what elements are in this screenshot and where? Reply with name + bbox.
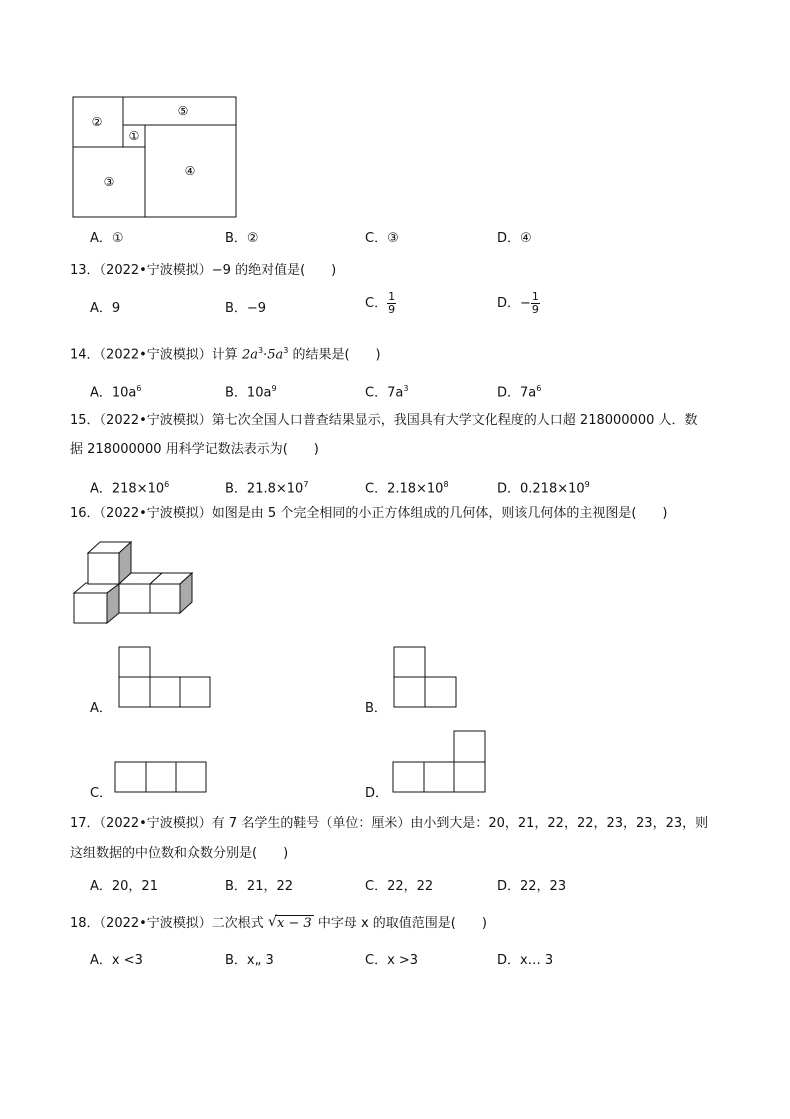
cube-solid-figure <box>70 540 195 625</box>
q12-option-a: A．① <box>90 231 124 246</box>
q16-text: 16．（2022•宁波模拟）如图是由 5 个完全相同的小正方体组成的几何体，则该几何体的主视图是( ) <box>70 506 668 521</box>
region-2-label: ② <box>91 115 103 129</box>
q13-option-d <box>497 291 540 316</box>
q13-option-c-fraction: $\frac{1}{9}$ <box>388 290 396 316</box>
q14-option-d: D．$7a^6$ <box>497 384 542 401</box>
q15-text-line1: 15．（2022•宁波模拟）第七次全国人口普查结果显示，我国具有大学文化程度的人口超 218000000 人．数 <box>70 413 698 428</box>
q12-option-d: D．④ <box>497 231 532 246</box>
q18-option-d: D．x… 3 <box>497 953 554 968</box>
q17-text-line1: 17．（2022•宁波模拟）有 7 名学生的鞋号（单位：厘米）由小到大是：20，21，22，22，23，23，23，则 <box>70 816 709 831</box>
q13-option-c-prefix: C． <box>365 296 388 311</box>
region-1-label: ① <box>128 129 140 143</box>
q14-option-c: C．$7a^3$ <box>365 384 409 401</box>
q16-option-d-figure <box>392 730 488 794</box>
q18-text: 18．（2022•宁波模拟）二次根式 √ x − 3 中字母 x 的取值范围是( ) <box>70 914 487 931</box>
region-3-label: ③ <box>103 175 115 189</box>
q16-option-d-label: D． <box>365 786 389 801</box>
q17-option-c: C．22，22 <box>365 879 434 894</box>
q13-option-b: B．−9 <box>225 301 267 316</box>
q18-option-b: B．x„ 3 <box>225 953 274 968</box>
q13-text: 13．（2022•宁波模拟）−9 的绝对值是( ) <box>70 263 337 278</box>
q17-option-a: A．20，21 <box>90 879 158 894</box>
q16-option-c-label: C． <box>90 786 113 801</box>
q14-option-a: A．$10a^6$ <box>90 384 142 401</box>
q15-option-c: C．$2.18\times 10^8$ <box>365 480 449 497</box>
q16-option-b-label: B． <box>365 701 387 716</box>
q13-option-c <box>365 291 396 316</box>
q16-option-c-figure <box>114 761 209 794</box>
q15-text-line2: 据 218000000 用科学记数法表示为( ) <box>70 442 319 457</box>
q17-text-line2: 这组数据的中位数和众数分别是( ) <box>70 846 289 861</box>
q14-option-b: B．$10a^9$ <box>225 384 277 401</box>
q17-option-b: B．21，22 <box>225 879 294 894</box>
sqrt-expression: √ x − 3 <box>267 914 312 931</box>
q14-text: 14．（2022•宁波模拟）计算 $2a^3\cdot 5a^3$ 的结果是( ) <box>70 346 381 363</box>
q15-option-b: B．$21.8\times 10^7$ <box>225 480 309 497</box>
q15-option-a: A．$218\times 10^6$ <box>90 480 170 497</box>
q12-option-c: C．③ <box>365 231 399 246</box>
region-4-label: ④ <box>184 164 196 178</box>
q16-option-b-figure <box>393 646 459 708</box>
q18-option-c: C．x >3 <box>365 953 419 968</box>
partition-figure <box>70 95 240 220</box>
q15-option-d: D．$0.218\times 10^9$ <box>497 480 590 497</box>
q12-option-b: B．② <box>225 231 259 246</box>
q18-option-a: A．x <3 <box>90 953 143 968</box>
q13-option-d-fraction: $\frac{1}{9}$ <box>531 290 539 316</box>
q13-option-d-prefix: D．− <box>497 296 531 311</box>
q17-option-d: D．22，23 <box>497 879 567 894</box>
region-5-label: ⑤ <box>177 104 189 118</box>
q16-option-a-figure <box>118 646 213 708</box>
q16-option-a-label: A． <box>90 701 112 716</box>
q13-option-a: A．9 <box>90 301 121 316</box>
